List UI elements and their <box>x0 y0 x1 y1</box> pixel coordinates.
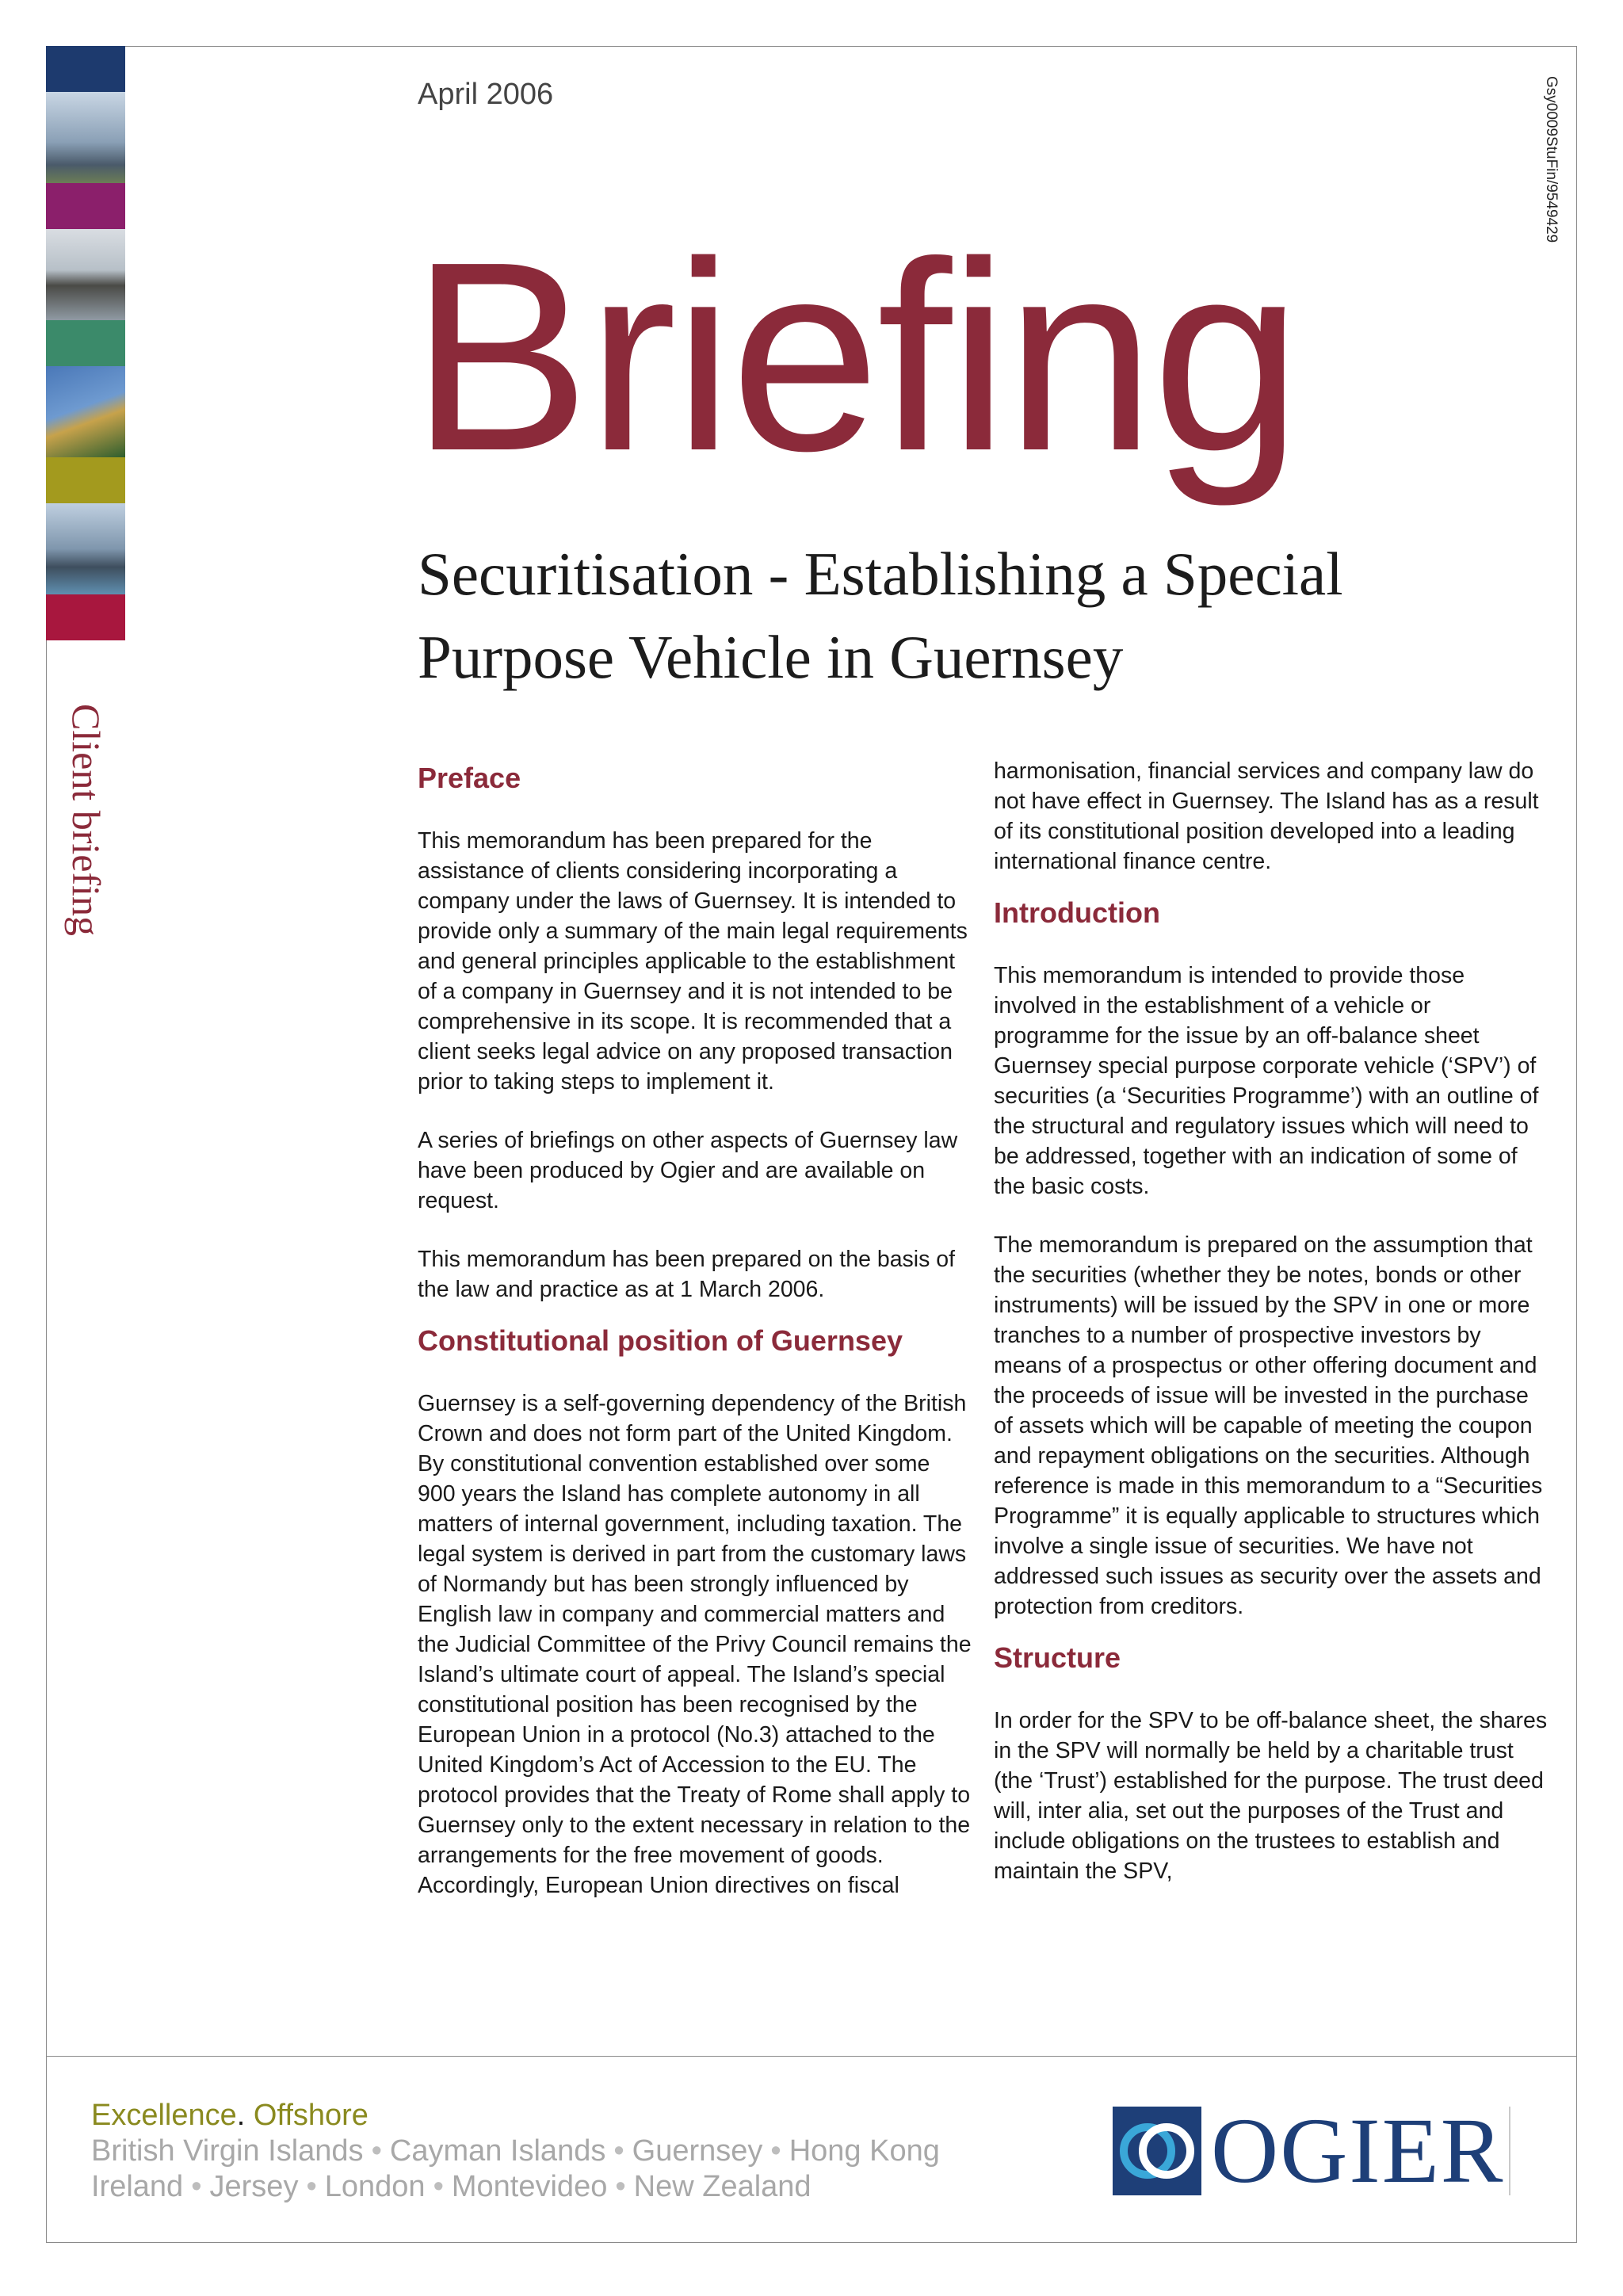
bridge-image <box>46 503 125 594</box>
location-item: London <box>324 2170 426 2203</box>
issue-date: April 2006 <box>418 78 554 111</box>
right-column <box>994 756 1549 1886</box>
preface-heading: Preface <box>418 762 521 794</box>
strip-block-olive <box>46 457 125 503</box>
palm-tree-image <box>46 366 125 457</box>
city-skyline-image <box>46 92 125 183</box>
strip-block-green <box>46 320 125 366</box>
location-separator: • <box>770 2134 781 2168</box>
location-separator: • <box>613 2134 624 2168</box>
location-item: New Zealand <box>633 2170 812 2203</box>
reference-code: Gsy0009StuFin/9549429 <box>1543 76 1560 243</box>
introduction-paragraph-1: This memorandum is intended to provide those involved in the establishment of a vehicle or programme for the issue by an off-balance sheet Guernsey special purpose corporate vehicle (‘SPV’) of securities (a ‘Securities Programme’) with an outline of the structural and regulatory issues which will need to be addressed, together with an indication of some of the basic costs. <box>994 963 1539 1199</box>
locations-line-2 <box>91 2169 1042 2205</box>
location-separator: • <box>371 2134 382 2168</box>
location-separator: • <box>615 2170 626 2203</box>
footer-tagline <box>91 2097 369 2134</box>
image-strip <box>46 46 125 640</box>
footer-divider <box>46 2056 1577 2057</box>
introduction-heading: Introduction <box>994 896 1160 929</box>
tagline-excellence: Excellence <box>91 2099 237 2132</box>
office-locations <box>91 2134 1042 2205</box>
strip-block-navy <box>46 46 125 92</box>
left-column <box>418 761 972 1901</box>
structure-paragraph: In order for the SPV to be off-balance sheet, the shares in the SPV will normally be held by a charitable trust (the ‘Trust’) established for the purpose. The trust deed will, inter alia, set out the purposes of the Trust and include obligations on the trustees to establish and maintain the SPV, <box>994 1708 1548 1884</box>
locations-line-1 <box>91 2134 1042 2169</box>
introduction-paragraph-2: The memorandum is prepared on the assumption that the securities (whether they be notes, bonds or other instruments) will be issued by the SPV in one or more tranches to a number of prospective investors by means of a prospectus or other offering document and the proceeds of issue will be invested in the purchase of assets which will be capable of meeting the coupon and repayment obligations on the securities. Although reference is made in this memorandum to a “Securities Programme” it is equally applicable to structures which involve a single issue of securities. We have not addressed such issues as security over the assets and protection from creditors. <box>994 1232 1543 1619</box>
location-item: Guernsey <box>632 2134 763 2168</box>
location-item: Jersey <box>209 2170 299 2203</box>
constitutional-heading: Constitutional position of Guernsey <box>418 1324 903 1357</box>
masthead: Briefing <box>411 206 1299 507</box>
logo-divider <box>1509 2107 1510 2195</box>
junk-boat-image <box>46 229 125 320</box>
tagline-offshore: Offshore <box>245 2099 369 2132</box>
preface-paragraph-3: This memorandum has been prepared on the basis of the law and practice as at 1 March 2006. <box>418 1247 956 1302</box>
strip-block-crimson <box>46 594 125 640</box>
location-item: Ireland <box>91 2170 184 2203</box>
ogier-logo-icon <box>1113 2107 1201 2195</box>
location-separator: • <box>191 2170 202 2203</box>
document-title: Securitisation - Establishing a Special Purpose Vehicle in Guernsey <box>418 540 1343 691</box>
tagline-dot: . <box>236 2099 246 2132</box>
location-item: Montevideo <box>451 2170 608 2203</box>
strip-block-purple <box>46 183 125 229</box>
location-item: Hong Kong <box>789 2134 940 2168</box>
location-separator: • <box>306 2170 317 2203</box>
constitutional-paragraph: Guernsey is a self-governing dependency of the British Crown and does not form part of the United Kingdom. By constitutional convention established over some 900 years the Island has complete autonomy in all matters of internal government, including taxation. The legal system is derived in part from the customary laws of Normandy but has been strongly influenced by English law in company and commercial matters and the Judicial Committee of the Privy Council remains the Island’s ultimate court of appeal. The Island’s special constitutional position has been recognised by the European Union in a protocol (No.3) attached to the United Kingdom’s Act of Accession to the EU. The protocol provides that the Treaty of Rome shall apply to Guernsey only to the extent necessary in relation to the arrangements for the free movement of goods. Accordingly, European Union directives on fiscal <box>418 1391 972 1898</box>
location-item: Cayman Islands <box>389 2134 606 2168</box>
location-separator: • <box>433 2170 444 2203</box>
structure-heading: Structure <box>994 1641 1121 1674</box>
side-label: Client briefing <box>64 704 109 936</box>
constitutional-paragraph-continued: harmonisation, financial services and company law do not have effect in Guernsey. The Island has as a result of its constitutional position developed into a leading international finance centre. <box>994 758 1539 874</box>
location-item: British Virgin Islands <box>91 2134 364 2168</box>
ogier-wordmark: OGIER <box>1211 2099 1505 2202</box>
preface-paragraph-1: This memorandum has been prepared for the assistance of clients considering incorporating a company under the laws of Guernsey. It is intended to provide only a summary of the main legal requirements and general principles applicable to the establishment of a company in Guernsey and it is not intended to be comprehensive in its scope. It is recommended that a client seeks legal advice on any proposed transaction prior to taking steps to implement it. <box>418 828 968 1095</box>
preface-paragraph-2: A series of briefings on other aspects of Guernsey law have been produced by Ogier and are available on request. <box>418 1128 958 1213</box>
ogier-logo <box>1113 2099 1517 2202</box>
